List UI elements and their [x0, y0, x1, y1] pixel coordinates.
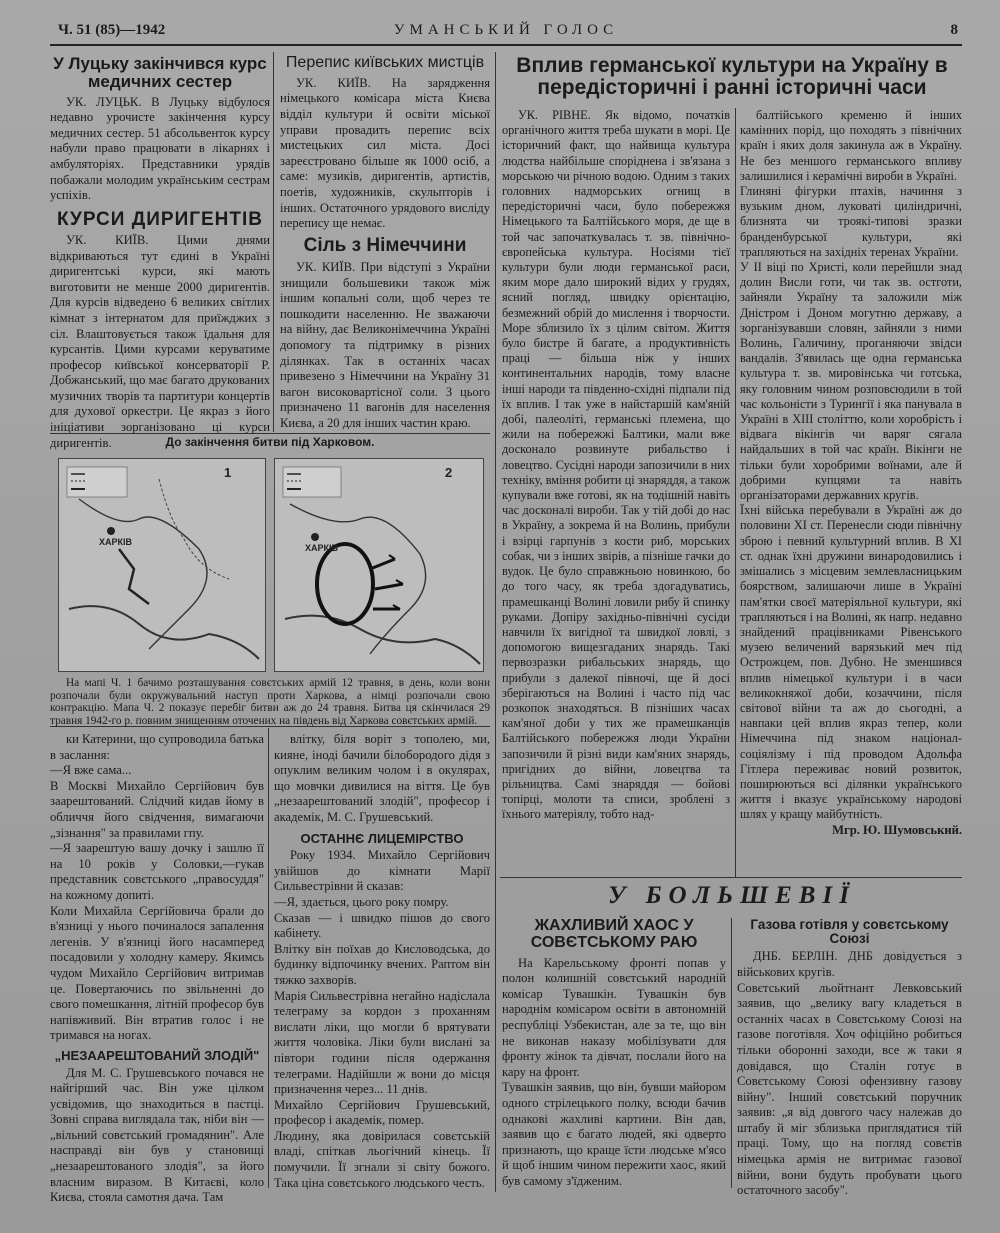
section-rule — [500, 877, 962, 878]
map-caption: На мапі Ч. 1 бачимо розташування совєтських армій 12 травня, в день, коли вони розпочали були окружувальний наступ проти Харкова, а німці розпочали свою контракцію. Мапа Ч. 2 показує перебіг битви аж до 24 травня. Битва ця скінчилася 29 травня 1942-го р. повним знищенням оточених на південь від Харкова совєтських армій. — [50, 677, 490, 727]
column-rule — [731, 918, 732, 1188]
issue-number: Ч. 51 (85)—1942 — [58, 22, 166, 38]
column-rule — [495, 52, 496, 1192]
memoir-text: влітку, біля воріт з тополею, ми, кияне, іноді бачили білобородого дідя з опуклим великим чолом і в окулярах, що мовчки дивилися на віття. Це був „незаарештований злодій", професор і академік, М. С. Грушевський. — [274, 732, 490, 824]
map-section-title: До закінчення битви під Харковом. — [165, 435, 375, 449]
memoir-col1 — [50, 732, 265, 1205]
article-body: балтійського кременю й інших камінних порід, що походять з північних країн і яких доля закинула аж в Україну. Не без меншого германського впливу залишилися і керамічні вироби в Україні. Глиняні фігурки птахів, начиння з вузьким дном, луковаті циліндричні, близнята чи троякі-типові зразки бранденбурської культури, які трапляються на західніх теренах України. У ІІ віці по Христі, коли перейшли знад долин Висли готи, чи так зв. остготи, зайняли Україну та заложили між Дністром і Доном могутню державу, а зорганізувавши словян, зайняли з ними Волинь, Галичину, проганяючи звідси вандалів. З'явилась ще одна германська культура т. зв. мировінська чи готська, яку головним чином розповсюдили в той час кольоністи з Турингії і яка панувала в Україні в ХІІІ століттю, коли хоробрість і відвага вікінгів чи варяг сягала найдальших в той час країн. Вікінги не тільки були хоробрими воїнами, але й добрими купцями та навіть організаторами державних кругів. Їхні війська перебували в Україні аж до половини ХІ ст. Перенесли сюди північну зброю і певний культурний вплив. В ХІ ст. однак їхні дружини винародовились і змішались з місцевим землевласницьким боярством, залишаючи лише в Україні пам'ятки своєї матеріяльної культури, які трапляються і на Волині, як напр. недавно знайдений працівниками Рівенського музею величений варязький меч під Острожцем, пов. Дубно. Не зменшився вплив німецької культури і в часи великокняжої доби, козаччини, після світової війни та аж до сьогодні, а навпаки цей вплив якраз тепер, коли Німеччина під знаком націонал-соціялізму і під проводом Адольфа Гітлера переживає новий розвиток, поширюються всі ділянки українського життя і вказує українському народові шлях у кращу майбутність. — [740, 108, 962, 822]
battle-map-2-drawing — [275, 459, 483, 671]
page-header — [50, 20, 962, 46]
article-body: УК. РІВНЕ. Як відомо, початків органічного життя треба шукати в морі. Це історичний факт, що найвища культура людства найбільше споріднена і зв'язана з морською чи річною водою. Одним з таких головних надморських огнищ в передісторичні часи, було побережжя Німецького та Балтійського моря, де ще в той час започаткувалась т. зв. північно-європейська культура. Носіями тієї культури були люди германської раси, яким море дало широкий відих у грудях, ясний погляд, швидку орієнтацію, безмежний обрій до мислення і творчости. Море зблизило їх з цілим світом. Життя було бистре й багате, а продуктивність праці — більша ніж у інших континентальних народів, тому власне інші народи та південно-східні підпали під їх вплив. І так уже в найстаршій кам'яній добі, палеоліті, германські племена, що жили на побережжі Балтики, мали вже досконало розвинуте рибальство і ловецтво. Сусідні народи запозичили в них техніку, вміння робити ці знаряддя, а також купували вже готові, як на тодішній навіть час досконалі вироби. Так у тій добі до нас в Україну, а зокрема й на Волинь, прибули і взірці гарпунів з кости риб, морських собак, чи з інших звірів, а пізніше гачки до вудок. Це було справжньою новинкою, бо до того часу, як треба здогадуватись, прамешканці Волині ловили рибу й спинку руками. Допіру західньо-північні сусіди навчили їх вигідної та швидкої ловлі, з допомогою вищезгаданих знарядь. Такі первозразки рибальських знарядь, що прибули з далекої півночі, ще й досі зберігаються на Волині і часто під час розкопок знаходяться. В пізніших часах кам'яної доби у тих же прамешканців Балтійського побережжя люди України запозичили й різні види кам'яних знарядь, пригідних до війни, ловецтва та рільництва. Самі знаряддя — бойові топірці, молоти та списи, зроблені з їхнього матеріялу, тобто над- — [502, 108, 730, 822]
article-signature: Мгр. Ю. Шумовський. — [832, 822, 962, 837]
column-rule — [273, 52, 274, 432]
memoir-subhead: „НЕЗААРЕШТОВАНИЙ ЗЛОДІЙ" — [54, 1047, 260, 1063]
memoir-text: ки Катерини, що супроводила батька в заслання: —Я вже сама... В Москві Михайло Сергійович був заарештований. Слідчий кидав йому в обличчя його свідчення, вимагаючи „зізнання" за правилами гпу. —Я заарештую вашу дочку і зашлю її на 10 років у Соловки,—гукав представник совєтського „правосуддя" на кожному допиті. Коли Михайла Сергійовича брали до в'язниці у нього починалося запалення легенів. У в'язниці його насамперед посадовили у холодну камеру. Якимсь чудом Михайло Сергійович витримав це. Повертаючись по звільненні до свого помешкання, літній професор був напівживий. Він втратив голос і не тримався на ногах. — [50, 732, 265, 1043]
map-section — [50, 436, 490, 726]
article-title: У Луцьку закінчився курс медичних сестер — [53, 54, 267, 91]
article-title: Газова готівля у совєтському Союзі — [750, 917, 949, 947]
article-title: Перепис київських мистців — [285, 54, 485, 71]
article-vplyv-col1 — [502, 108, 730, 876]
article-body: УК. КИЇВ. При відступі з України знищили большевики також між іншим копальні соли, щоб через те пошкодити населенню. Не зважаючи на війну, дає Великонімеччина Україні допомогу та підтримку в різних ділянках. Так в останніх часах привезено з Німеччини на Україну 31 вагон високовартісної соли. З цього призначено 11 вагонів для населення Києва, а 20 для інших частин краю. — [280, 259, 490, 430]
page-number: 8 — [950, 22, 958, 38]
article-gas — [737, 917, 962, 1198]
article-body: УК. КИЇВ. Цими днями відкриваються тут єдині в Україні диригентські курси, які мають виготовити не менше 2000 диригентів. Для курсів відведено 6 великих світлих кімнат з інтернатом для приїжджих з сіл. Влаштовується також їдальня для курсантів. Цими курсами керуватиме професор київської консерваторії Р. Добжанський, що має багато друкованих музичних творів та партитури концертів для духової оркестри. Це якраз з його ініціативи зорганізовано ці курси диригентів. — [50, 232, 270, 450]
article-salt — [280, 236, 490, 432]
article-vplyv-col2 — [740, 108, 962, 876]
article-body: ДНБ. БЕРЛІН. ДНБ довідується з військових кругів. Совєтський льойтнант Левковський заявив, що „велику вагу кладеться в останніх часах в Совєтському Союзі на газове поготівля. Хоч офіційно робиться тільки оборонні заходи, все ж таки я довідався, що Сталін готує в Совєтському Союзі офензивну газову війну". Інший совєтський поручник заявив: „я від довгого часу належав до штабу й міг зблизька приглядатися тій праці. Тому, що на погляд совєтів німецька армія не витримає газової війни, вони будуть пробувати цього остаточного засобу". — [737, 949, 962, 1198]
bolsheviks-banner — [502, 882, 962, 916]
article-body: УК. ЛУЦЬК. В Луцьку відбулося недавно урочисте закінчення курсу медичних сестер. 51 абсольвенток курсу набули право працювати в лікарнях і амбуляторіях. Представники урядів побажали молодим українським сестрам успіхів. — [50, 94, 270, 203]
article-title: Вплив германської культури на Україну в передісторичні і ранні історичні часи — [516, 54, 948, 100]
article-body: На Карельському фронті попав у полон колишній совєтський народній комісар Тувашкін. Тувашкін був народнім комісаром освіти в автономній республіці Узбекистан, але за те, що він не виконав наказу мобілізувати для фронту жінок та дівчат, послали його на кару на фронт. Тувашкін заявив, що він, бувши майором одного стрілецького полку, всюди бачив однакові жахливі картини. Він дав, заявив що є багато людей, які одверто признають, що краще їсти людське м'ясо й щоб іншим чином пережити хаос, який був самому з'їдженим. — [502, 955, 726, 1188]
map-number: 1 — [224, 465, 232, 480]
map-city-label: ХАРКІВ — [99, 537, 132, 547]
memoir-col2 — [274, 732, 490, 1190]
article-vplyv-title-block — [502, 55, 962, 107]
memoir-text: Для М. С. Грушевського почався не найгірший час. Він уже цілком усвідомив, що знаходиться в пастці. Зовні справа виглядала так, ніби він — „вільний совєтський громадянин". Але насправді він був у становищі „незаарештованого злодія", за його власним виразом. В Китаєві, коло Києва, стояла самотня дача. Там — [50, 1065, 264, 1205]
battle-map-1 — [58, 458, 266, 672]
banner-title: У БОЛЬШЕВІЇ — [608, 882, 856, 909]
column-rule — [268, 728, 269, 1188]
column-rule — [735, 108, 736, 878]
map-number: 2 — [445, 465, 453, 480]
article-title: ЖАХЛИВИЙ ХАОС У СОВЄТСЬКОМУ РАЮ — [530, 917, 698, 951]
article-census — [280, 55, 490, 233]
article-title: КУРСИ ДИРИГЕНТІВ — [56, 209, 264, 230]
map-city-label: ХАРКІВ — [305, 543, 338, 553]
article-chaos — [502, 918, 726, 1188]
newspaper-name: УМАНСЬКИЙ ГОЛОС — [393, 22, 619, 38]
memoir-subhead: ОСТАННЄ ЛИЦЕМІРСТВО — [300, 830, 464, 846]
article-title: Сіль з Німеччини — [303, 235, 467, 256]
battle-map-2 — [274, 458, 484, 672]
battle-map-1-drawing — [59, 459, 265, 671]
article-body: УК. КИЇВ. На зарядження німецького комісара міста Києва відділ культури й освіти міської управи провадить перепис всіх мистецьких сил міста. Досі зареєстровано більше як 1000 осіб, а саме: музиків, диригентів, артистів, поетів, художників, скульпторів і інших. Остаточного урядового висліду перепису ще немає. — [280, 75, 490, 231]
memoir-text: Року 1934. Михайло Сергійович увійшов до кімнати Марії Сильвестрівни й сказав: —Я, здається, цього року помру. Сказав — і швидко пішов до свого кабінету. Влітку він поїхав до Кисловодська, до будинку відпочинку вчених. Раптом він тяжко захворів. Марія Сильвестрівна негайно надіслала телеграму за кордон з проханням вислати ліки, що могли б врятувати життя чоловіка. Ліки були вислані за півтори години після одержання телеграми. Надійшли ж вони до місця призначення через... 11 днів. Михайло Сергійович Грушевський, професор і академік, помер. Людину, яка довірилася совєтській владі, спіткав льогічний кінець. Її помучили. Її згнали зі світу божого. Така ціна совєтського людського честь. — [274, 848, 490, 1190]
article-lutsk — [50, 55, 270, 210]
